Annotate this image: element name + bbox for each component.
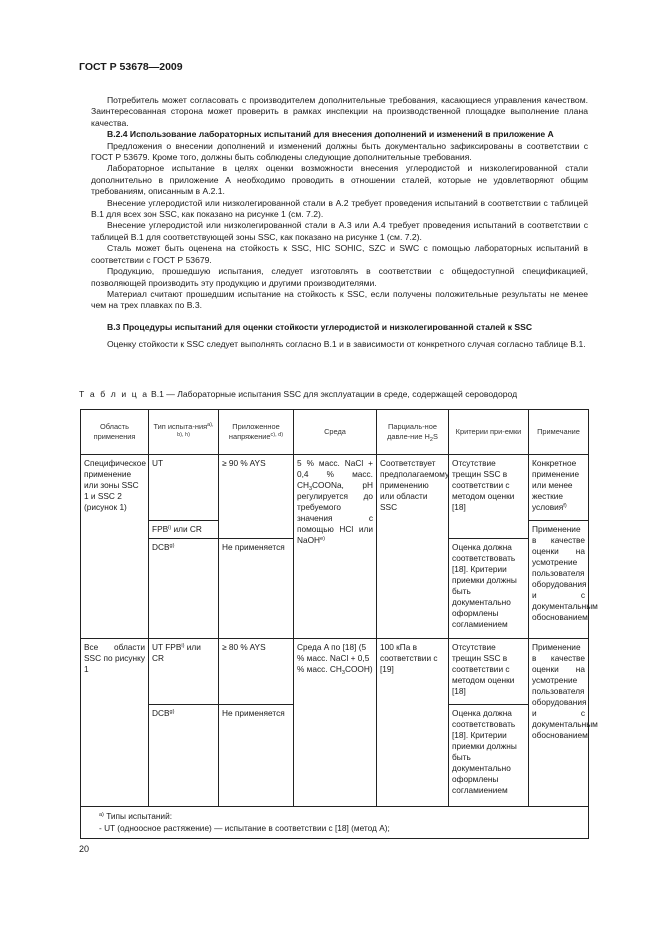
cell-criteria: Отсутствие трещин SSC в соответствии с методом оценки [18]	[449, 455, 529, 539]
table-footnotes	[81, 807, 589, 839]
cell-test-type: UT	[149, 455, 219, 521]
cell-stress: ≥ 90 % AYS	[219, 455, 294, 539]
table-row	[81, 455, 589, 521]
table-caption	[79, 389, 517, 399]
cell-area: Специфическое применение или зоны SSC 1 и SSC 2 (рисунок 1)	[81, 455, 149, 639]
paragraph: Внесение углеродистой или низколегированной стали в A.2 требует проведения испытаний в соответствии с таблицей B.1 для всех зон SSC, как показано на рисунке 1 (см. 7.2).	[91, 197, 588, 220]
section-heading: B.3 Процедуры испытаний для оценки стойкости углеродистой и низколегированной сталей к SSC	[107, 321, 533, 332]
paragraph: Внесение углеродистой или низколегированной стали в A.3 или A.4 требует проведения испытаний в соответствии с таблицей B.1 для соответствующей зоны SSC, как показано на рисунке 1 (см. 7.2).	[91, 220, 588, 242]
cell-criteria: Оценка должна соответствовать [18]. Критерии приемки должны быть документально оформлены согламиением	[449, 705, 529, 807]
header-pressure: Парциаль-ное давле-ние $H_2S$	[377, 410, 449, 455]
paragraph: Лабораторное испытание в целях оценки возможности внесения углеродистой и низколегированной стали дополнительно в приложение A необходимо проводить в отношении сталей, которые не удовлетворяют общим требованиям, описанным в A.2.1.	[91, 163, 588, 197]
cell-criteria: Отсутствие трещин SSC в соответствии с методом оценки [18]	[449, 639, 529, 705]
paragraph: Оценку стойкости к SSC следует выполнять согласно B.1 и в зависимости от конкретного случая согласно таблице B.1.	[107, 339, 586, 350]
cell-medium: Среда A по [18] (5 % масс. NaCl + 0,5 % масс. $CH_3COOH$)	[294, 639, 377, 807]
cell-test-type: FPB$^{i)}$ или CR	[149, 521, 219, 539]
cell-criteria: Оценка должна соответствовать [18]. Критерии приемки должны быть документально оформлены согламиением	[449, 539, 529, 639]
table-footnotes-row	[81, 807, 589, 839]
cell-notes: Применение в качестве оценки на усмотрение пользователя оборудования и с документальным обоснованием	[529, 521, 589, 639]
section-heading: B.2.4 Использование лабораторных испытаний для внесения дополнений и изменений в приложение A	[107, 129, 554, 140]
header-notes: Примечание	[529, 410, 589, 455]
table-row	[81, 639, 589, 705]
cell-test-type: DCB$^{g)}$	[149, 539, 219, 639]
table-header-row	[81, 410, 589, 455]
header-stress: Приложенное напряжение$^{c), d)}$	[219, 410, 294, 455]
body-text	[91, 95, 588, 351]
cell-area: Все области SSC по рисунку 1	[81, 639, 149, 807]
cell-medium: 5 % масс. NaCl + 0,4 % масс. $CH_3COONa$, pH регулируется до требуемого значения с помощью HCl или NaOH$^{e)}$	[294, 455, 377, 639]
footnote: - UT (одноосное растяжение) — испытание в соответствии с [18] (метод A);	[99, 823, 390, 833]
paragraph: Материал считают прошедшим испытание на стойкость к SSC, если получены положительные результаты не менее чем на трех плавках по B.3.	[91, 288, 588, 311]
header-criteria: Критерии при-емки	[449, 410, 529, 455]
test-table	[80, 409, 598, 839]
cell-notes: Применение в качестве оценки на усмотрение пользователя оборудования и с документальным обоснованием	[529, 639, 589, 807]
paragraph: Продукцию, прошедшую испытания, следует изготовлять в соответствии с общедоступной спецификацией, позволяющей производить эту продукцию и другими производителями.	[91, 266, 588, 288]
cell-pressure: 100 кПа в соответствии с [19]	[377, 639, 449, 807]
paragraph: Потребитель может согласовать с производителем дополнительные требования, касающиеся управления качеством. Заинтересованная сторона может проверить в рамках инспекции на производственной площадке выполнение плана качества.	[91, 95, 588, 128]
header-medium: Среда	[294, 410, 377, 455]
cell-pressure: Соответствует предполагаемому применению или области SSC	[377, 455, 449, 639]
paragraph: Сталь может быть оценена на стойкость к SSC, HIC SOHIC, SZC и SWC с помощью лабораторных испытаний в соответствии с ГОСТ Р 53679.	[91, 243, 588, 265]
table-caption-text: B.1 — Лабораторные испытания SSC для эксплуатации в среде, содержащей сероводород	[150, 389, 518, 399]
header-area: Область применения	[81, 410, 149, 455]
paragraph: Предложения о внесении дополнений и изменений должны быть документально зафиксированы в соответствии с ГОСТ Р 53679. Кроме того, должны быть соблюдены следующие дополнительные требования.	[91, 140, 588, 163]
cell-stress: ≥ 80 % AYS	[219, 639, 294, 705]
cell-stress: Не применяется	[219, 705, 294, 807]
document-header: ГОСТ Р 53678—2009	[79, 61, 183, 73]
header-test-type: Тип испыта-ния$^{a), b), h)}$	[149, 410, 219, 455]
cell-stress: Не применяется	[219, 539, 294, 639]
table-caption-prefix: Т а б л и ц а	[79, 389, 149, 399]
cell-test-type: DCB$^{g)}$	[149, 705, 219, 807]
page-number: 20	[79, 844, 90, 854]
cell-test-type: UT FPB$^{i)}$ или CR	[149, 639, 219, 705]
cell-notes: Конкретное применение или менее жесткие условия$^{f)}$	[529, 455, 589, 521]
footnote: $^{a)}$ Типы испытаний:	[99, 811, 173, 821]
